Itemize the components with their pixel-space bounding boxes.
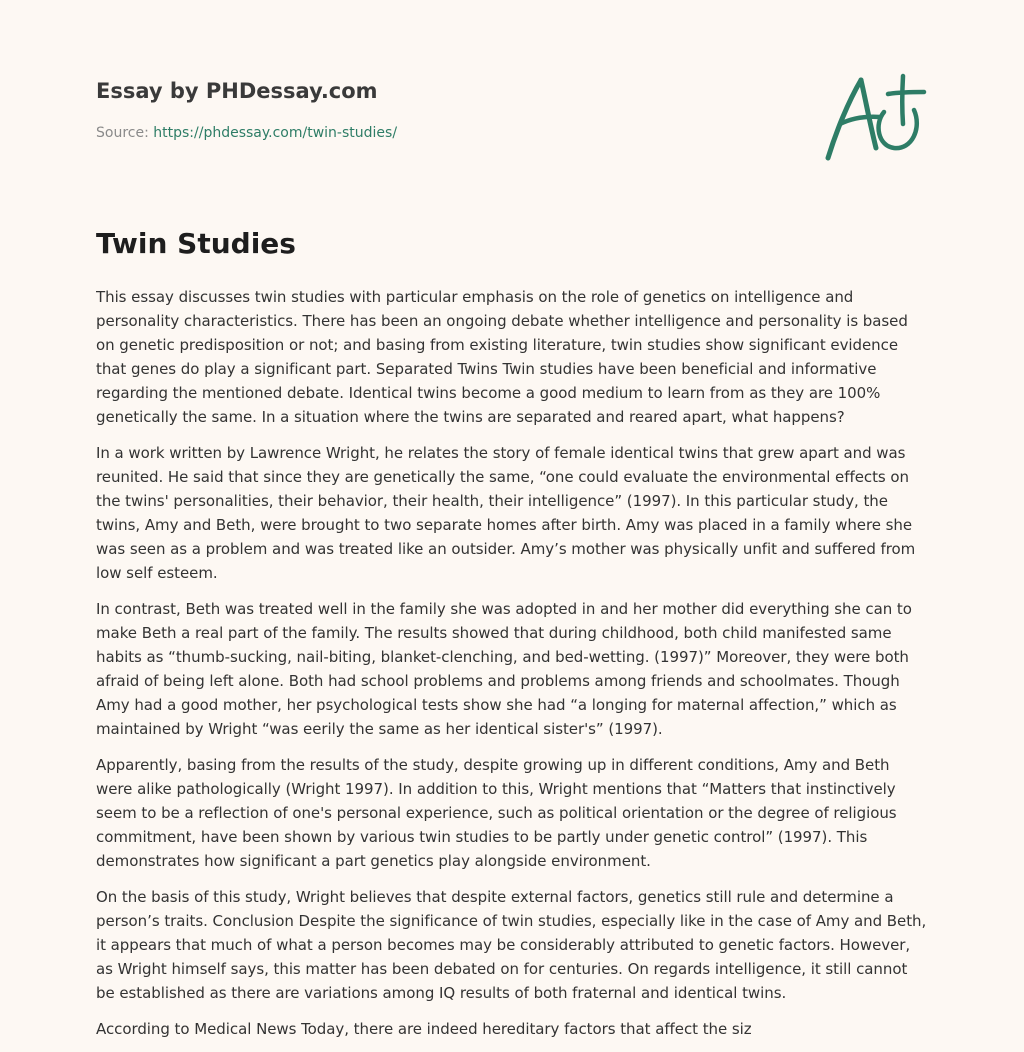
- essay-paragraph: In contrast, Beth was treated well in the family she was adopted in and her mother did everything she can to make Beth a real part of the family. The results showed that during childhood, both child manifested same habits as “thumb-sucking, nail-biting, blanket-clenching, and bed-wetting. (1997)” Moreover, they were both afraid of being left alone. Both had school problems and problems among friends and schoolmates. Though Amy had a good mother, her psychological tests show she had “a longing for maternal affection,” which as maintained by Wright “was eerily the same as her identical sister's” (1997).: [96, 600, 912, 738]
- source-line: [96, 124, 397, 142]
- essay-page: [96, 0, 930, 1052]
- source-link[interactable]: https://phdessay.com/twin-studies/: [153, 125, 398, 141]
- essay-paragraph: In a work written by Lawrence Wright, he relates the story of female identical twins that grew apart and was reunited. He said that since they are genetically the same, “one could evaluate the environmental effects on the twins' personalities, their behavior, their health, their intelligence” (1997). In this particular study, the twins, Amy and Beth, were brought to two separate homes after birth. Amy was placed in a family where she was seen as a problem and was treated like an outsider. Amy’s mother was physically unfit and suffered from low self esteem.: [96, 444, 916, 582]
- essay-paragraph: According to Medical News Today, there are indeed hereditary factors that affect the siz: [96, 1020, 752, 1038]
- essay-paragraph: On the basis of this study, Wright believes that despite external factors, genetics still rule and determine a person’s traits. Conclusion Despite the significance of twin studies, especially like in the case of Amy and Beth, it appears that much of what a person becomes may be considerably attributed to genetic factors. However, as Wright himself says, this matter has been debated on for centuries. On regards intelligence, it still cannot be established as there are variations among IQ results of both fraternal and identical twins.: [96, 888, 927, 1002]
- source-label: Source:: [96, 125, 154, 141]
- essay-body: [96, 285, 930, 1052]
- a-plus-logo-icon: [824, 68, 928, 164]
- essay-paragraph: Apparently, basing from the results of the study, despite growing up in different conditions, Amy and Beth were alike pathologically (Wright 1997). In addition to this, Wright mentions that “Matters that instinctively seem to be a reflection of one's personal experience, such as political orientation or the degree of religious commitment, have been shown by various twin studies to be partly under genetic control” (1997). This demonstrates how significant a part genetics play alongside environment.: [96, 756, 897, 870]
- essay-title: Twin Studies: [96, 227, 296, 260]
- essay-paragraph: This essay discusses twin studies with particular emphasis on the role of genetics on intelligence and personality characteristics. There has been an ongoing debate whether intelligence and personality is based on genetic predisposition or not; and basing from existing literature, twin studies show significant evidence that genes do play a significant part. Separated Twins Twin studies have been beneficial and informative regarding the mentioned debate. Identical twins become a good medium to learn from as they are 100% genetically the same. In a situation where the twins are separated and reared apart, what happens?: [96, 288, 908, 426]
- brand-title: Essay by PHDessay.com: [96, 79, 378, 103]
